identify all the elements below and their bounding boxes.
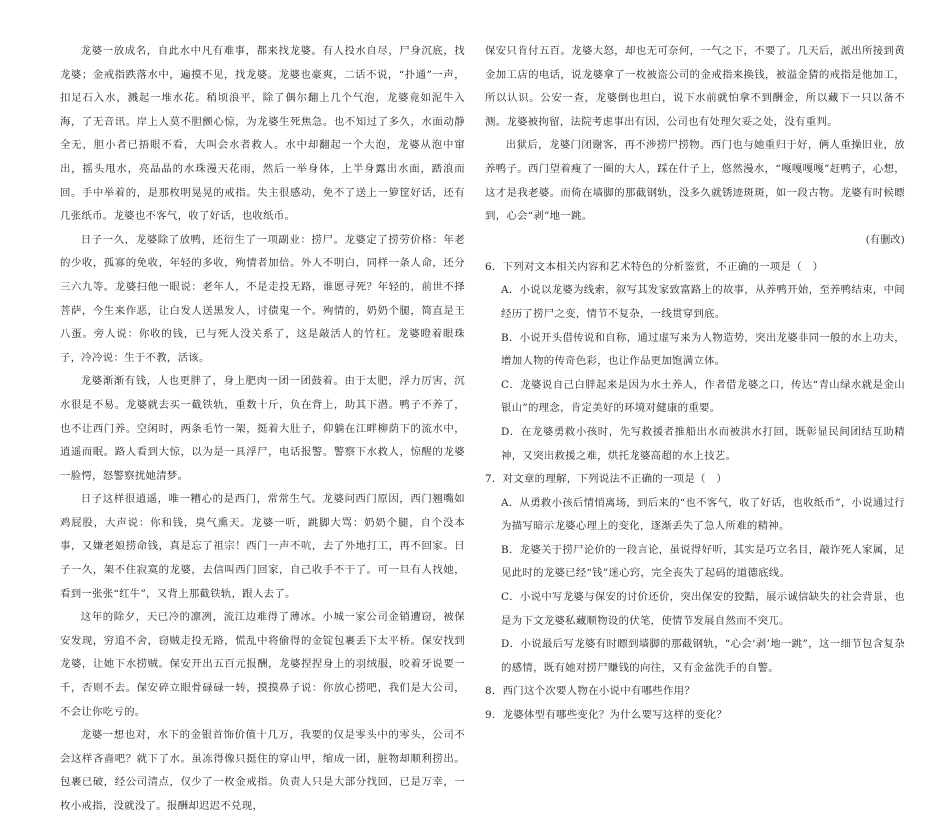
question-9 — [485, 704, 905, 728]
question-6 — [485, 256, 905, 468]
option-b: B．龙婆关于捞尸论价的一段言论，虽说得好听，其实是巧立名目，敲诈死人家属，足见此时的龙婆已经“钱”迷心窍，完全丧失了起码的道德底线。 — [501, 543, 905, 580]
story-paragraph-5: 这年的除夕，天已冷的凛冽，流江边难得了薄冰。小城一家公司金销遭窃，被保安发现，穷追不舍，窃贼走投无路，慌乱中将偷得的金锭包裹丢下太平桥。保安找到龙婆，让她下水捞贼。保安开出五百元报酬，龙婆捏捏身上的羽绒服，咬着牙说要一千，否则不去。保安碎立眼骨碌碌一转，摸摸鼻子说：你放心捞吧，我们是大公司，不会让你吃亏的。 — [60, 611, 465, 718]
right-column — [485, 40, 905, 728]
option-a: A．小说以龙婆为线索，叙写其发家致富路上的故事，从养鸭开始，至养鸭结束，中间经历了捞尸之变，情节不复杂，一线贯穿到底。 — [501, 284, 905, 320]
option-c: C．龙婆说自己白胖起来是因为水土养人，作者借龙婆之口，传达“青山绿水就是金山银山”的理念，肯定美好的环境对健康的重要。 — [501, 378, 905, 415]
question-stem: 6．下列对文本相关内容和艺术特色的分析鉴赏，不正确的一项是（ ） — [485, 260, 824, 273]
option-b: B．小说开头借传说和自称，通过虚写来为人物造势，突出龙婆非同一般的水上功夫，增加人物的传奇色彩，也让作品更加饱满立体。 — [501, 331, 905, 368]
option-a: A．从勇救小孩后情悄离场，到后来的“也不客气，收了好话，也收纸币”，小说通过行为描写暗示龙婆心理上的变化，逐渐丢失了急人所难的精神。 — [501, 496, 905, 533]
story-paragraph-1: 龙婆一放成名，自此水中凡有难事，都来找龙婆。有人投水自尽，尸身沉底，找龙婆；金戒指跌落水中，遍摸不见，找龙婆。龙婆也豪爽，二话不说，“扑通”一声，扣足石入水，溅起一堆水花。稍顷浪平，除了偶尔翻上几个气泡，龙婆竟如泥牛入海，了无音讯。岸上人莫不胆颤心惊，为龙婆生死焦急。也不知过了多久，水面动静全无，胆小者已捂眼不看，大叫会水者救人。水中却翻起一个大泡，龙婆从泡中窜出，摇头甩水，亮晶晶的水珠漫天花雨，然后一举身体，上半身露出水面，踏浪而回。手中举着的，是那枚明晃晃的戒指。失主很感动，免不了送上一箩筐好话，还有几张纸币。龙婆也不客气，收了好话，也收纸币。 — [60, 45, 465, 223]
question-stem: 7．对文章的理解，下列说法不正确的一项是（ ） — [485, 473, 728, 486]
question-7 — [485, 468, 905, 680]
left-column — [60, 40, 465, 819]
question-stem: 9．龙婆体型有哪些变化？为什么要写这样的变化？ — [485, 709, 728, 722]
question-8 — [485, 680, 905, 704]
story-paragraph-6: 龙婆一想也对，水下的金银首饰价值十几万，我要的仅是零头中的零头，公司不会这样吝啬吧？就下了水。虽冻得像只挺住的穿山甲，缩成一团，脏物却顺利捞出。包裹已破，经公司清点，仅少了一枚金戒指。负责人只是大部分找回，已是万幸，一枚小戒指，没就没了。报酬却迟迟不兑现， — [60, 729, 465, 812]
option-c: C．小说中写龙婆与保安的讨价还价，突出保安的狡黠，展示诚信缺失的社会背景，也是为下文龙婆私藏顺物设的伏笔，使情节发展自然而不突兀。 — [501, 591, 905, 627]
story-paragraph-3: 龙婆渐渐有钱，人也更胖了，身上肥肉一团一团鼓着。由于太肥，浮力厉害，沉水很是不易。龙婆就去买一截铁轨，重数十斤，负在背上，助其下潜。鸭子不养了，也不让西门养。空闲时，两条毛竹一架，挺着大肚子，仰躺在江畔柳荫下的流水中，逍遥而眠。路人看到大惊，以为是一具浮尸，电话报警。警察下水救人，惊醒的龙婆一脸愕，怒警察扰她清梦。 — [60, 375, 465, 482]
story-paragraph-8: 出狱后，龙婆门闭谢客，再不涉捞尸捞物。西门也与她重归于好，俩人重操旧业，放养鸭子。西门望着瘦了一圈的大人，踩在什子上，悠然漫水，“嘎嘎嘎嘎”赶鸭子，心想，这才是我老婆。而倚在墙脚的那截钢轨，没多久就锈迹斑斑，如一段古物。龙婆有时候瞟到，心会“剥”地一跳。 — [485, 139, 905, 223]
story-paragraph-2: 日子一久，龙婆除了放鸭，还衍生了一项副业：捞尸。龙婆定了捞劳价格：年老的少收，孤寡的免收，年轻的多收，殉情者加倍。外人不明白，同样一条人命，还分三六九等。龙婆扫他一眼说：老年人，不是走投无路，谁愿寻死？年轻的，前世不择菩萨，今生来作恶，让白发人送黑发人，讨债鬼一个。殉情的，奶奶个腿，简直是王八蛋。旁人说：你收的钱，已与死人没关系了，这是敲活人的竹杠。龙婆瞪着眼珠子，冷冷说：生于不教，活该。 — [60, 233, 465, 364]
option-d: D．小说最后写龙婆有时瞟到墙脚的那截钢轨，“心会‘剥’地一跳”，这一细节包含复杂的感情，既有她对捞尸赚钱的向往，又有金盆洗手的自警。 — [501, 638, 905, 674]
source-note: (有删改) — [865, 234, 905, 246]
story-paragraph-4: 日子这样很逍遥，唯一糟心的是西门，常常生气。龙婆问西门原因，西门翘嘴如鸡屁股，大声说：你和钱，臭气熏天。龙婆一听，跳脚大骂：奶奶个腿，自个没本事，又嫌老娘捞命钱，真是忘了祖宗！西门一声不吭，去了外地打工，再不回家。日子一久，架不住寂寞的龙婆，去信叫西门回家，自己收手不干了。可一旦有人找她，看到一张张“红牛”，又背上那截铁轨，跟人去了。 — [60, 493, 465, 600]
question-stem: 8．西门这个次要人物在小说中有哪些作用？ — [485, 685, 696, 698]
story-paragraph-7: 保安只肯付五百。龙婆大怒，却也无可奈何，一气之下，不要了。几天后，派出所接到黄金加工店的电话，说龙婆拿了一枚被盗公司的金戒指来换钱，被溢金猜的戒指是他加工，所以认识。公安一查，龙婆倒也坦白，说下水前就怕拿不到酬金，所以藏下一只以备不测。龙婆被拘留，法院考虑事出有因，公司也有处理欠妥之处，没有重判。 — [485, 45, 905, 128]
option-d: D．在龙婆勇救小孩时，先写救援者推船出水而被洪水打回，既彰显民间团结互助精神，又突出救援之难，烘托龙婆高超的水上技艺。 — [501, 425, 905, 462]
